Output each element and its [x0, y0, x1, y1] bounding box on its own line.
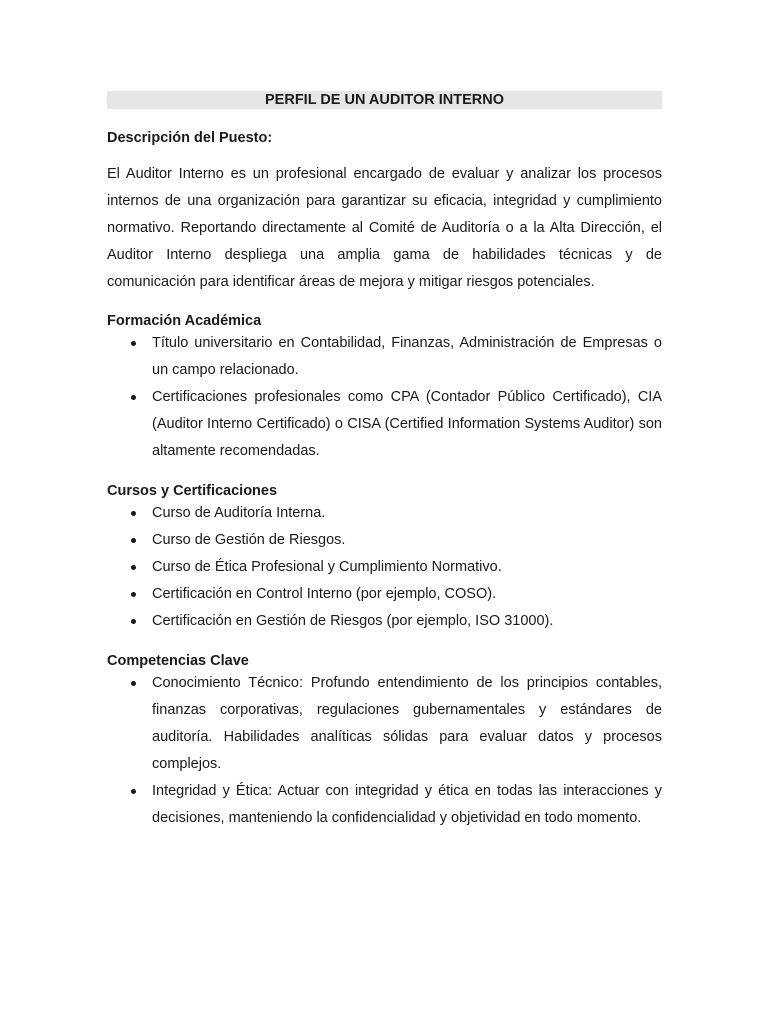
competencias-list — [107, 670, 662, 832]
section-heading-descripcion: Descripción del Puesto: — [107, 130, 273, 146]
cursos-list — [107, 500, 662, 635]
bullet-icon — [131, 395, 136, 400]
section-heading-cursos: Cursos y Certificaciones — [107, 483, 278, 499]
section-heading-competencias: Competencias Clave — [107, 653, 249, 669]
list-item — [107, 608, 662, 635]
list-item-text: Certificación en Gestión de Riesgos (por ejemplo, ISO 31000). — [152, 613, 554, 629]
bullet-icon — [131, 619, 136, 624]
list-item — [107, 670, 662, 778]
section-heading-formacion: Formación Académica — [107, 313, 262, 329]
bullet-icon — [131, 592, 136, 597]
list-item-text: Curso de Ética Profesional y Cumplimiento Normativo. — [152, 559, 502, 575]
bullet-icon — [131, 511, 136, 516]
list-item-text: Conocimiento Técnico: Profundo entendimiento de los principios contables, finanzas corporativas, regulaciones gubernamentales y estándares de auditoría. Habilidades analíticas sólidas para evaluar datos y procesos complejos. — [152, 675, 662, 772]
list-item — [107, 581, 662, 608]
list-item-text: Integridad y Ética: Actuar con integridad y ética en todas las interacciones y decisiones, manteniendo la confidencialidad y objetividad en todo momento. — [152, 783, 662, 826]
bullet-icon — [131, 538, 136, 543]
list-item-text: Curso de Gestión de Riesgos. — [152, 532, 346, 548]
list-item — [107, 554, 662, 581]
list-item — [107, 384, 662, 465]
formacion-list — [107, 330, 662, 465]
document-title: PERFIL DE UN AUDITOR INTERNO — [107, 91, 662, 109]
list-item — [107, 778, 662, 832]
document-page — [107, 91, 662, 832]
list-item — [107, 500, 662, 527]
section-paragraph-descripcion: El Auditor Interno es un profesional encargado de evaluar y analizar los procesos internos de una organización para garantizar su eficacia, integridad y cumplimiento normativo. Reportando directamente al Comité de Auditoría o a la Alta Dirección, el Auditor Interno despliega una amplia gama de habilidades técnicas y de comunicación para identificar áreas de mejora y mitigar riesgos potenciales. — [107, 166, 662, 290]
list-item-text: Curso de Auditoría Interna. — [152, 505, 326, 521]
list-item — [107, 527, 662, 554]
list-item-text: Certificaciones profesionales como CPA (Contador Público Certificado), CIA (Auditor Interno Certificado) o CISA (Certified Information Systems Auditor) son altamente recomendadas. — [152, 389, 662, 459]
bullet-icon — [131, 789, 136, 794]
list-item — [107, 330, 662, 384]
list-item-text: Título universitario en Contabilidad, Finanzas, Administración de Empresas o un campo relacionado. — [152, 335, 662, 378]
bullet-icon — [131, 565, 136, 570]
bullet-icon — [131, 341, 136, 346]
list-item-text: Certificación en Control Interno (por ejemplo, COSO). — [152, 586, 497, 602]
bullet-icon — [131, 681, 136, 686]
